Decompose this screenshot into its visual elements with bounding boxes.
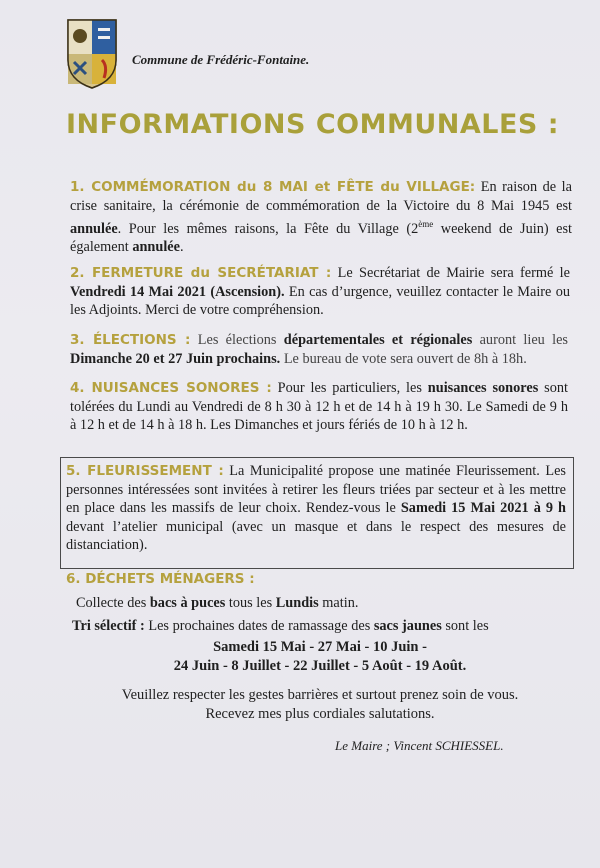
section-text: En cas d’urgence, veuillez contacter le Maire ou les Adjoints. Merci de votre compréhension. bbox=[70, 283, 570, 318]
section-text: sont tolérées du Lundi au Vendredi de 8 h 30 à 12 h et de 14 h à 19 h 30. Le Samedi de 9 h à 12 h et de 14 h à 18 h. Les Dimanches et jours fériés de 10 h à 12 h. bbox=[70, 380, 568, 433]
section-emphasis: annulée bbox=[132, 239, 180, 256]
section-heading: 4. NUISANCES SONORES : bbox=[70, 380, 272, 396]
section-text: auront lieu les bbox=[472, 332, 568, 348]
dates-line-2: 24 Juin - 8 Juillet - 22 Juillet - 5 Août - 19 Août. bbox=[173, 658, 467, 674]
commune-coat-of-arms-icon bbox=[62, 16, 122, 90]
section-text: Collecte des bbox=[76, 595, 150, 611]
section-emphasis: annulée bbox=[70, 220, 118, 237]
section-heading: 1. COMMÉMORATION du 8 MAI et FÊTE du VILLAGE: bbox=[70, 179, 476, 195]
section-waste-heading bbox=[66, 570, 366, 589]
section-text: . bbox=[180, 239, 184, 256]
collection-dates bbox=[60, 638, 580, 676]
section-emphasis: bacs à puces bbox=[149, 595, 226, 611]
section-emphasis: sacs jaunes bbox=[373, 618, 442, 634]
waste-collection-line bbox=[76, 594, 556, 613]
closing-line-2: Recevez mes plus cordiales salutations. bbox=[205, 706, 435, 722]
page-title: INFORMATIONS COMMUNALES : bbox=[66, 109, 560, 140]
section-heading: 6. DÉCHETS MÉNAGERS : bbox=[66, 571, 255, 587]
section-text: Les prochaines dates de ramassage des bbox=[144, 618, 374, 634]
section-noise bbox=[70, 379, 568, 435]
section-emphasis: Tri sélectif : bbox=[72, 618, 145, 634]
section-emphasis: Dimanche 20 et 27 Juin prochains. bbox=[70, 350, 281, 367]
section-heading: 5. FLEURISSEMENT : bbox=[66, 463, 224, 479]
section-fleurissement bbox=[66, 462, 566, 555]
closing-text bbox=[60, 686, 580, 724]
section-text: Les élections bbox=[190, 332, 284, 348]
section-text: weekend de Juin) est également bbox=[70, 220, 572, 256]
section-text: En raison de la crise sanitaire, la cérémonie de commémoration de la Victoire du 8 Mai 1945 est bbox=[70, 179, 572, 214]
section-heading: 2. FERMETURE du SECRÉTARIAT : bbox=[70, 265, 332, 281]
section-text: . Pour les mêmes raisons, la Fête du Village (2 bbox=[117, 220, 419, 237]
superscript: ème bbox=[418, 219, 434, 229]
section-emphasis: Lundis bbox=[275, 595, 319, 611]
section-text: Pour les particuliers, les bbox=[271, 380, 428, 396]
closing-line-1: Veuillez respecter les gestes barrières et surtout prenez soin de vous. bbox=[121, 687, 519, 703]
section-text: Le Secrétariat de Mairie sera fermé le bbox=[331, 265, 570, 281]
section-emphasis: Samedi 15 Mai 2021 à 9 h bbox=[400, 500, 566, 516]
section-text: matin. bbox=[318, 595, 359, 611]
section-elections bbox=[70, 331, 568, 368]
section-text: devant l’atelier municipal (avec un masque et dans le respect des mesures de distanciation). bbox=[66, 518, 566, 553]
section-commemoration bbox=[70, 178, 572, 257]
section-emphasis: Vendredi 14 Mai 2021 (Ascension). bbox=[70, 283, 285, 300]
commune-name: Commune de Frédéric-Fontaine. bbox=[132, 52, 310, 67]
section-emphasis: départementales et régionales bbox=[283, 332, 473, 348]
section-emphasis: nuisances sonores bbox=[427, 380, 539, 396]
section-text: tous les bbox=[225, 595, 276, 611]
sorting-line bbox=[72, 617, 572, 636]
dates-line-1: Samedi 15 Mai - 27 Mai - 10 Juin - bbox=[213, 639, 427, 655]
signature: Le Maire ; Vincent SCHIESSEL. bbox=[335, 738, 504, 753]
section-text: sont les bbox=[441, 618, 489, 634]
section-text: Le bureau de vote sera ouvert de 8h à 18h. bbox=[280, 350, 527, 367]
section-secretariat bbox=[70, 264, 570, 320]
section-heading: 3. ÉLECTIONS : bbox=[70, 332, 191, 348]
section-text: La Municipalité propose une matinée Fleurissement. Les personnes intéressées sont invitées à retirer les fleurs triées par secteur et à les mettre en place dans les massifs de leur choix. Rendez-vous le bbox=[66, 463, 566, 516]
